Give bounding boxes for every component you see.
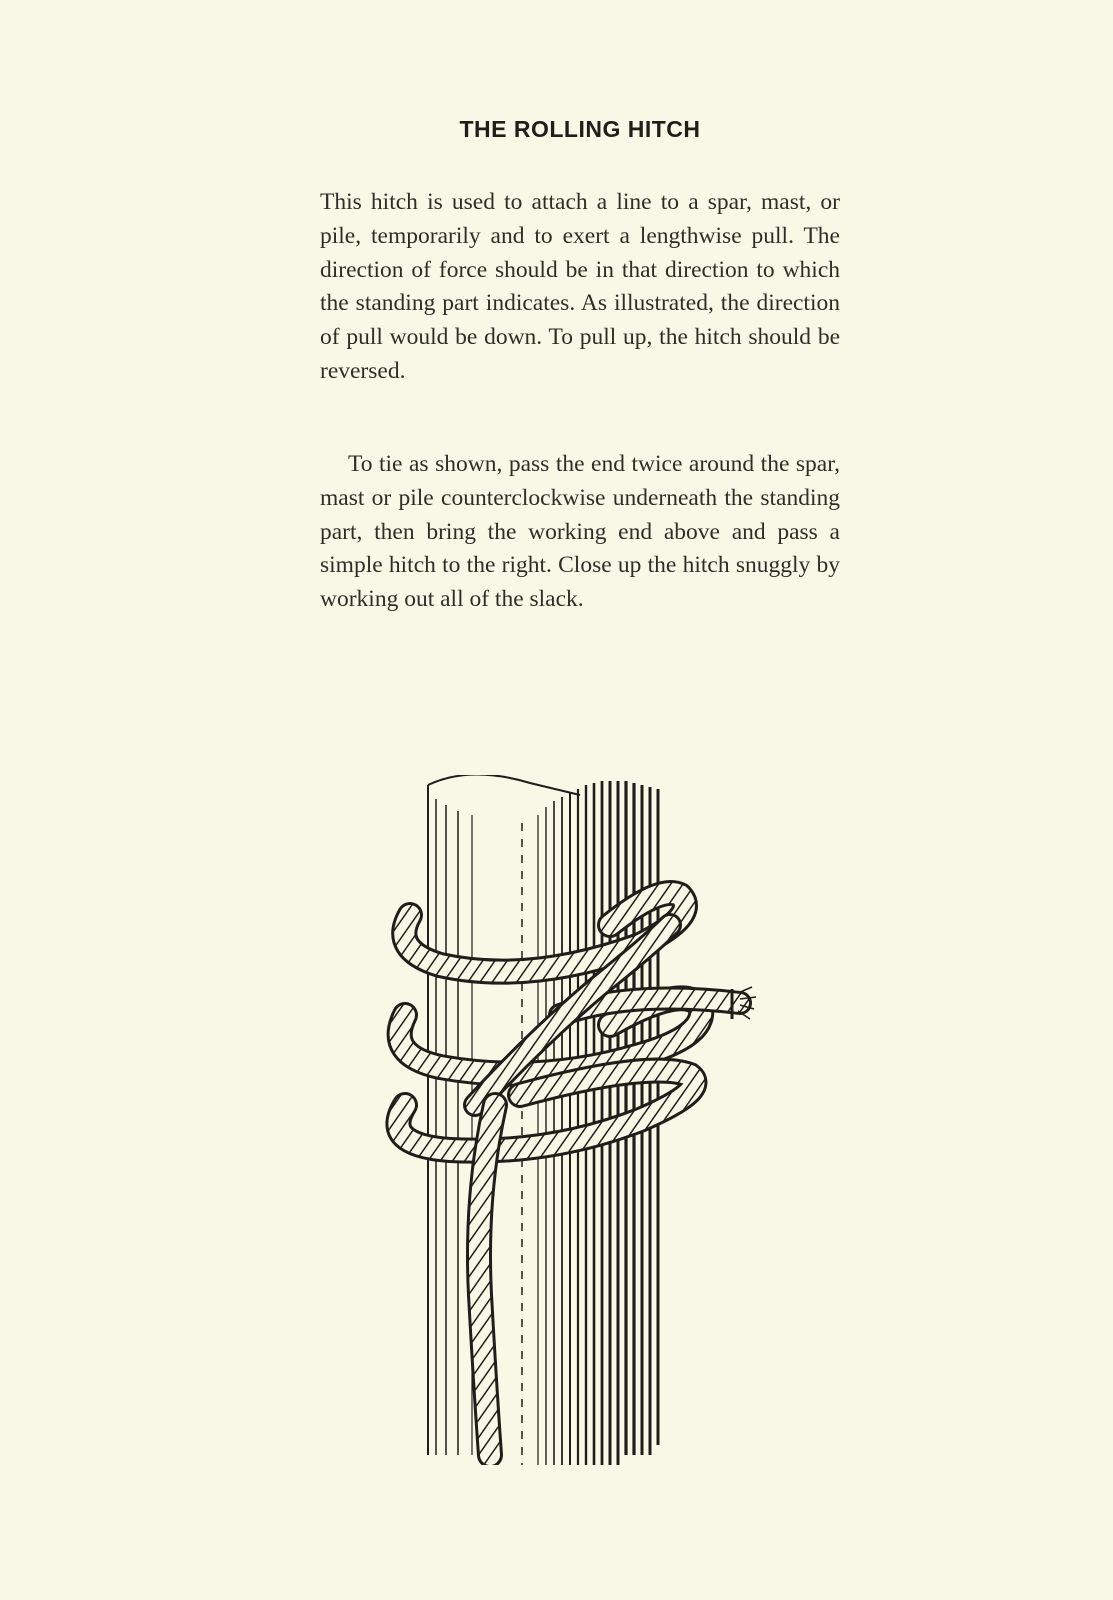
rolling-hitch-illustration <box>380 775 790 1465</box>
paragraph-instructions: To tie as shown, pass the end twice around the spar, mast or pile counterclockwise underneath the standing part, then bring the working end above and pass a simple hitch to the right. Close up the hitch snuggly by working out all of the slack. <box>320 451 840 613</box>
page-title: THE ROLLING HITCH <box>459 116 701 142</box>
paragraph-description: This hitch is used to attach a line to a spar, mast, or pile, temporarily and to exert a lengthwise pull. The direction of force should be in that direction to which the standing part indicates. As illustrated, the direction of pull would be down. To pull up, the hitch should be reversed. <box>320 189 840 384</box>
